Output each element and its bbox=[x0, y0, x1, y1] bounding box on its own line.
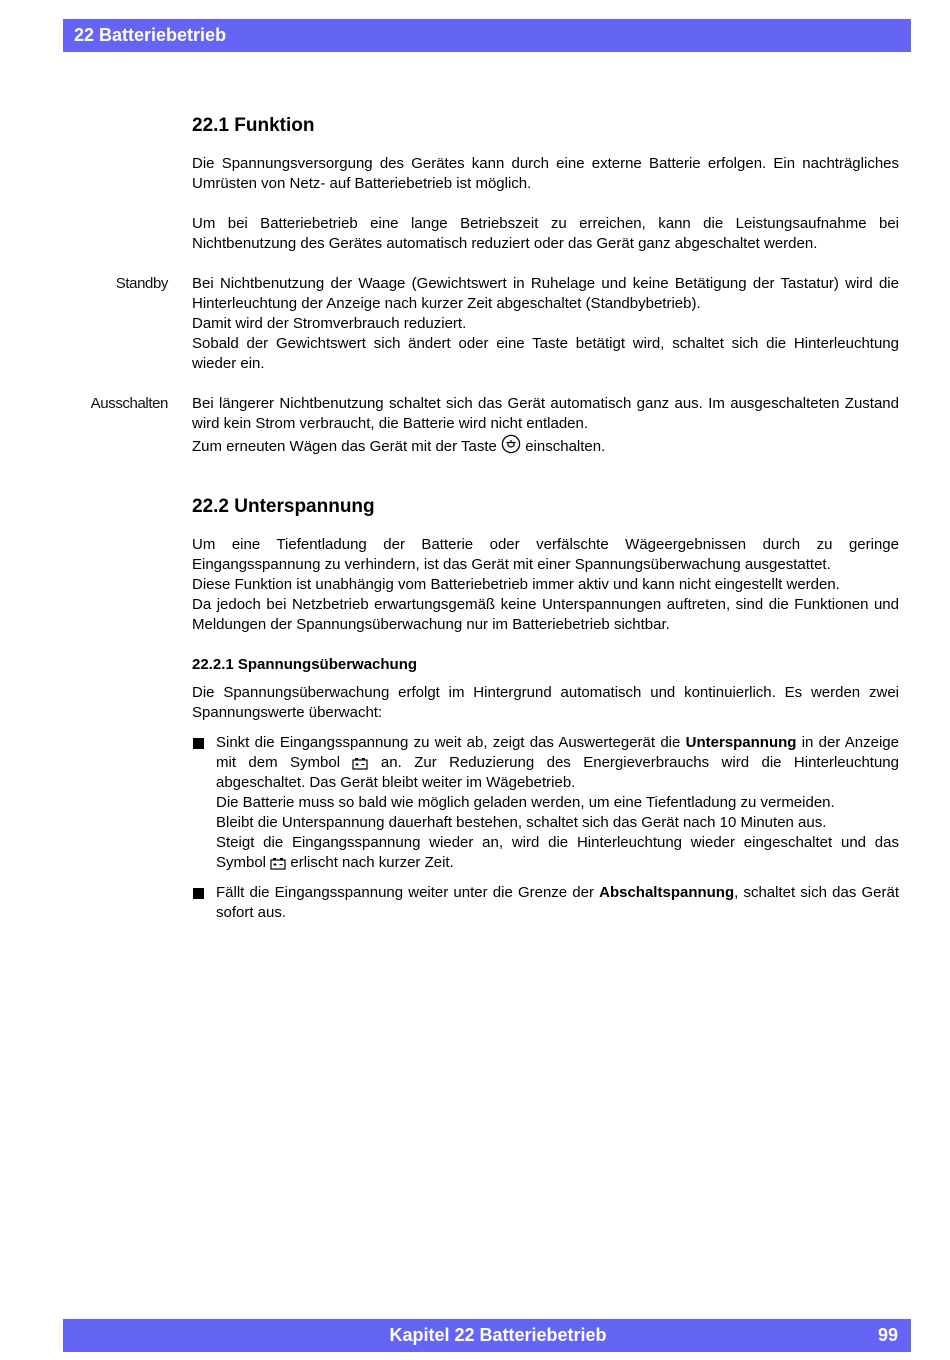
standby-text-1: Bei Nichtbenutzung der Waage (Gewichtswert in Ruhelage und keine Betätigung der Tastatur) wird die Hinterleuchtung der Anzeige nach kurzer Zeit abgeschaltet (Standbybetrieb). bbox=[192, 275, 899, 312]
paragraph-ueberwachung-intro: Die Spannungsüberwachung erfolgt im Hintergrund automatisch und kontinuierlich. Es werden zwei Spannungswerte überwacht: bbox=[192, 684, 899, 721]
bullet-square-icon bbox=[193, 738, 204, 749]
page-footer bbox=[63, 1319, 911, 1352]
bullet1-text-b: in der Anzeige mit dem Symbol bbox=[216, 734, 899, 771]
bullet1-line4 bbox=[216, 833, 899, 873]
header-title: 22 Batteriebetrieb bbox=[74, 25, 227, 45]
bullet1-text-c: an. Zur Reduzierung des Energieverbrauchs wird die Hinterleuchtung abgeschaltet. Das Gerät bleibt weiter im Wägebetrieb. bbox=[216, 754, 899, 791]
standby-text-2: Damit wird der Stromverbrauch reduziert. bbox=[192, 315, 467, 332]
paragraph-betriebszeit: Um bei Batteriebetrieb eine lange Betriebszeit zu erreichen, kann die Leistungsaufnahme bei Nichtbenutzung des Gerätes automatisch reduziert oder das Gerät ganz abgeschaltet werden. bbox=[192, 215, 899, 252]
battery-icon bbox=[352, 757, 368, 770]
list-item bbox=[192, 883, 899, 923]
bullet1-text-4b: erlischt nach kurzer Zeit. bbox=[290, 854, 454, 871]
paragraph-standby bbox=[192, 274, 899, 374]
bullet-list bbox=[192, 733, 899, 923]
paragraph-ausschalten bbox=[192, 394, 899, 457]
footer-title: Kapitel 22 Batteriebetrieb bbox=[389, 1325, 607, 1345]
margin-label-standby: Standby bbox=[115, 275, 168, 292]
battery-icon bbox=[270, 857, 286, 870]
section-heading-unterspannung: 22.2 Unterspannung bbox=[192, 496, 375, 517]
bullet2-bold: Abschaltspannung bbox=[599, 884, 735, 901]
bullet1-text-4a: Steigt die Eingangsspannung wieder an, wird die Hinterleuchtung wieder eingeschaltet und das Symbol bbox=[216, 834, 899, 871]
bullet2-text-a: Fällt die Eingangsspannung weiter unter die Grenze der bbox=[216, 884, 594, 901]
paragraph-versorgung: Die Spannungsversorgung des Gerätes kann durch eine externe Batterie erfolgen. Ein nachträgliches Umrüsten von Netz- auf Batteriebetrieb ist möglich. bbox=[192, 155, 899, 192]
list-item bbox=[192, 733, 899, 873]
paragraph-unterspannung bbox=[192, 535, 899, 635]
unterspannung-text-2: Diese Funktion ist unabhängig vom Batteriebetrieb immer aktiv und kann nicht eingestellt werden. bbox=[192, 576, 840, 593]
unterspannung-text-1: Um eine Tiefentladung der Batterie oder verfälschte Wägeergebnissen durch zu geringe Eingangsspannung zu verhindern, ist das Gerät mit einer Spannungsüberwachung ausgestattet. bbox=[192, 536, 899, 573]
standby-text-3: Sobald der Gewichtswert sich ändert oder eine Taste betätigt wird, schaltet sich die Hinterleuchtung wieder ein. bbox=[192, 335, 899, 372]
page-content bbox=[90, 114, 899, 933]
ausschalten-text-2b: einschalten. bbox=[525, 438, 606, 455]
bullet1-line3: Bleibt die Unterspannung dauerhaft bestehen, schaltet sich das Gerät nach 10 Minuten aus. bbox=[216, 814, 827, 831]
bullet2-text-b: , schaltet sich das Gerät sofort aus. bbox=[216, 884, 899, 921]
unterspannung-text-3: Da jedoch bei Netzbetrieb erwartungsgemäß keine Unterspannungen auftreten, sind die Funktionen und Meldungen der Spannungsüberwachung nur im Batteriebetrieb sichtbar. bbox=[192, 596, 899, 633]
scale-key-icon bbox=[501, 434, 521, 454]
bullet1-text-a: Sinkt die Eingangsspannung zu weit ab, zeigt das Auswertegerät die bbox=[216, 734, 681, 751]
page-header bbox=[63, 19, 911, 52]
ausschalten-text-2 bbox=[192, 434, 899, 457]
section-heading-funktion: 22.1 Funktion bbox=[192, 115, 315, 136]
margin-label-ausschalten: Ausschalten bbox=[90, 395, 168, 412]
bullet-square-icon bbox=[193, 888, 204, 899]
ausschalten-text-1: Bei längerer Nichtbenutzung schaltet sich das Gerät automatisch ganz aus. Im ausgeschalteten Zustand wird kein Strom verbraucht, die Batterie wird nicht entladen. bbox=[192, 395, 899, 432]
bullet1-bold: Unterspannung bbox=[685, 734, 797, 751]
ausschalten-block bbox=[90, 394, 899, 457]
bullet1-line1 bbox=[216, 733, 899, 793]
section-heading-spannungsueberwachung: 22.2.1 Spannungsüberwachung bbox=[192, 656, 418, 673]
standby-block bbox=[115, 274, 899, 374]
bullet1-line2: Die Batterie muss so bald wie möglich geladen werden, um eine Tiefentladung zu vermeiden. bbox=[216, 794, 835, 811]
page-number: 99 bbox=[877, 1325, 898, 1345]
ausschalten-text-2a: Zum erneuten Wägen das Gerät mit der Taste bbox=[192, 438, 497, 455]
